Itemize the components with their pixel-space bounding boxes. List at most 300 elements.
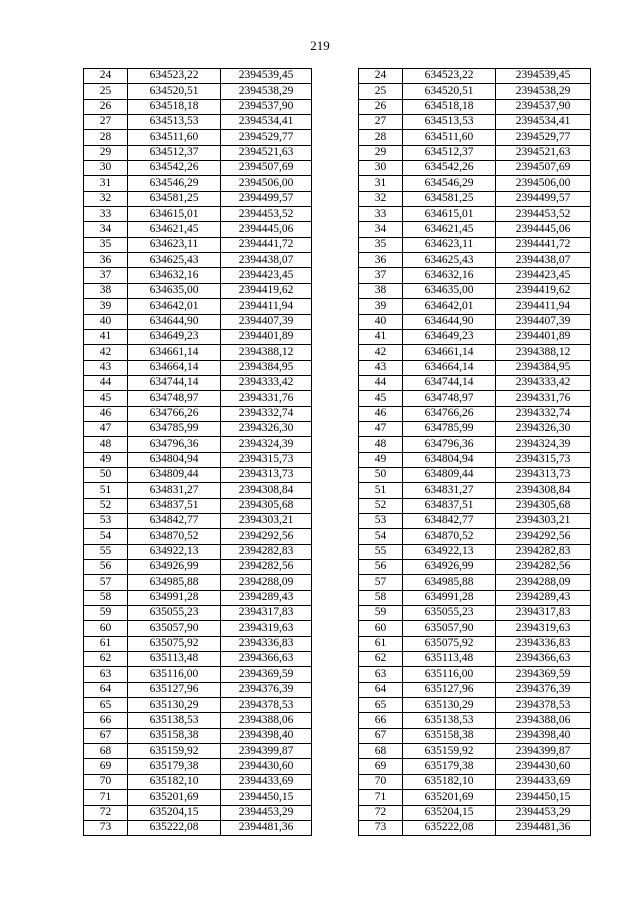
left-point-number-cell: 65: [84, 698, 128, 713]
right-point-number-cell: 31: [359, 176, 403, 191]
right-y-coordinate-cell: 2394324,39: [496, 437, 591, 452]
right-point-number-cell: 53: [359, 513, 403, 528]
right-x-coordinate-cell: 634809,44: [403, 467, 496, 482]
left-x-coordinate-cell: 634985,88: [128, 575, 221, 590]
left-y-coordinate-cell: 2394538,29: [221, 84, 312, 99]
right-y-coordinate-cell: 2394369,59: [496, 667, 591, 682]
column-gap: [312, 69, 359, 84]
table-row: [84, 636, 591, 651]
table-row: [84, 283, 591, 298]
right-y-coordinate-cell: 2394529,77: [496, 130, 591, 145]
right-point-number-cell: 61: [359, 636, 403, 651]
left-y-coordinate-cell: 2394282,56: [221, 560, 312, 575]
left-point-number-cell: 71: [84, 790, 128, 805]
left-y-coordinate-cell: 2394388,06: [221, 713, 312, 728]
left-y-coordinate-cell: 2394438,07: [221, 253, 312, 268]
right-x-coordinate-cell: 634635,00: [403, 283, 496, 298]
right-point-number-cell: 69: [359, 759, 403, 774]
left-y-coordinate-cell: 2394336,83: [221, 636, 312, 651]
left-x-coordinate-cell: 634744,14: [128, 375, 221, 390]
left-x-coordinate-cell: 634796,36: [128, 437, 221, 452]
left-point-number-cell: 38: [84, 283, 128, 298]
right-x-coordinate-cell: 634511,60: [403, 130, 496, 145]
left-point-number-cell: 25: [84, 84, 128, 99]
right-y-coordinate-cell: 2394419,62: [496, 283, 591, 298]
left-x-coordinate-cell: 634615,01: [128, 207, 221, 222]
right-y-coordinate-cell: 2394303,21: [496, 513, 591, 528]
right-point-number-cell: 56: [359, 560, 403, 575]
right-x-coordinate-cell: 635127,96: [403, 682, 496, 697]
right-y-coordinate-cell: 2394399,87: [496, 744, 591, 759]
left-y-coordinate-cell: 2394401,89: [221, 329, 312, 344]
right-x-coordinate-cell: 635138,53: [403, 713, 496, 728]
table-row: [84, 652, 591, 667]
right-point-number-cell: 54: [359, 529, 403, 544]
table-row: [84, 145, 591, 160]
left-point-number-cell: 57: [84, 575, 128, 590]
left-y-coordinate-cell: 2394288,09: [221, 575, 312, 590]
right-x-coordinate-cell: 634512,37: [403, 145, 496, 160]
left-point-number-cell: 29: [84, 145, 128, 160]
left-x-coordinate-cell: 634766,26: [128, 406, 221, 421]
left-x-coordinate-cell: 634512,37: [128, 145, 221, 160]
column-gap: [312, 744, 359, 759]
table-row: [84, 805, 591, 820]
right-point-number-cell: 46: [359, 406, 403, 421]
left-y-coordinate-cell: 2394423,45: [221, 268, 312, 283]
left-point-number-cell: 62: [84, 652, 128, 667]
column-gap: [312, 207, 359, 222]
right-y-coordinate-cell: 2394401,89: [496, 329, 591, 344]
column-gap: [312, 636, 359, 651]
left-point-number-cell: 69: [84, 759, 128, 774]
left-point-number-cell: 66: [84, 713, 128, 728]
column-gap: [312, 652, 359, 667]
column-gap: [312, 513, 359, 528]
right-x-coordinate-cell: 635057,90: [403, 621, 496, 636]
column-gap: [312, 560, 359, 575]
right-x-coordinate-cell: 635201,69: [403, 790, 496, 805]
left-y-coordinate-cell: 2394376,39: [221, 682, 312, 697]
left-point-number-cell: 28: [84, 130, 128, 145]
left-point-number-cell: 33: [84, 207, 128, 222]
column-gap: [312, 283, 359, 298]
column-gap: [312, 805, 359, 820]
right-y-coordinate-cell: 2394453,29: [496, 805, 591, 820]
right-y-coordinate-cell: 2394445,06: [496, 222, 591, 237]
column-gap: [312, 437, 359, 452]
left-x-coordinate-cell: 635158,38: [128, 728, 221, 743]
left-point-number-cell: 42: [84, 345, 128, 360]
right-x-coordinate-cell: 634542,26: [403, 161, 496, 176]
column-gap: [312, 713, 359, 728]
right-y-coordinate-cell: 2394534,41: [496, 115, 591, 130]
column-gap: [312, 575, 359, 590]
left-point-number-cell: 44: [84, 375, 128, 390]
left-x-coordinate-cell: 635204,15: [128, 805, 221, 820]
column-gap: [312, 483, 359, 498]
left-x-coordinate-cell: 634635,00: [128, 283, 221, 298]
right-y-coordinate-cell: 2394441,72: [496, 237, 591, 252]
right-point-number-cell: 59: [359, 606, 403, 621]
right-point-number-cell: 32: [359, 191, 403, 206]
left-x-coordinate-cell: 634625,43: [128, 253, 221, 268]
left-y-coordinate-cell: 2394453,29: [221, 805, 312, 820]
left-y-coordinate-cell: 2394282,83: [221, 544, 312, 559]
right-point-number-cell: 34: [359, 222, 403, 237]
right-point-number-cell: 40: [359, 314, 403, 329]
table-row: [84, 237, 591, 252]
left-x-coordinate-cell: 634511,60: [128, 130, 221, 145]
table-row: [84, 406, 591, 421]
left-y-coordinate-cell: 2394534,41: [221, 115, 312, 130]
right-point-number-cell: 51: [359, 483, 403, 498]
right-y-coordinate-cell: 2394292,56: [496, 529, 591, 544]
left-y-coordinate-cell: 2394499,57: [221, 191, 312, 206]
right-y-coordinate-cell: 2394539,45: [496, 69, 591, 84]
column-gap: [312, 790, 359, 805]
left-x-coordinate-cell: 634809,44: [128, 467, 221, 482]
left-x-coordinate-cell: 634842,77: [128, 513, 221, 528]
left-x-coordinate-cell: 634513,53: [128, 115, 221, 130]
left-x-coordinate-cell: 635057,90: [128, 621, 221, 636]
left-x-coordinate-cell: 634581,25: [128, 191, 221, 206]
left-x-coordinate-cell: 635138,53: [128, 713, 221, 728]
right-y-coordinate-cell: 2394384,95: [496, 360, 591, 375]
column-gap: [312, 421, 359, 436]
right-point-number-cell: 47: [359, 421, 403, 436]
column-gap: [312, 84, 359, 99]
left-y-coordinate-cell: 2394315,73: [221, 452, 312, 467]
column-gap: [312, 360, 359, 375]
right-y-coordinate-cell: 2394506,00: [496, 176, 591, 191]
right-point-number-cell: 24: [359, 69, 403, 84]
right-y-coordinate-cell: 2394521,63: [496, 145, 591, 160]
table-row: [84, 421, 591, 436]
right-x-coordinate-cell: 635179,38: [403, 759, 496, 774]
left-y-coordinate-cell: 2394369,59: [221, 667, 312, 682]
right-point-number-cell: 37: [359, 268, 403, 283]
left-x-coordinate-cell: 634523,22: [128, 69, 221, 84]
left-x-coordinate-cell: 634644,90: [128, 314, 221, 329]
column-gap: [312, 698, 359, 713]
right-point-number-cell: 71: [359, 790, 403, 805]
right-x-coordinate-cell: 634661,14: [403, 345, 496, 360]
right-x-coordinate-cell: 635075,92: [403, 636, 496, 651]
column-gap: [312, 391, 359, 406]
right-x-coordinate-cell: 634766,26: [403, 406, 496, 421]
left-point-number-cell: 67: [84, 728, 128, 743]
right-x-coordinate-cell: 635113,48: [403, 652, 496, 667]
right-x-coordinate-cell: 635116,00: [403, 667, 496, 682]
left-point-number-cell: 72: [84, 805, 128, 820]
column-gap: [312, 299, 359, 314]
right-x-coordinate-cell: 634991,28: [403, 590, 496, 605]
left-point-number-cell: 63: [84, 667, 128, 682]
column-gap: [312, 222, 359, 237]
right-point-number-cell: 68: [359, 744, 403, 759]
column-gap: [312, 375, 359, 390]
left-point-number-cell: 31: [84, 176, 128, 191]
right-y-coordinate-cell: 2394388,06: [496, 713, 591, 728]
column-gap: [312, 314, 359, 329]
left-y-coordinate-cell: 2394324,39: [221, 437, 312, 452]
left-y-coordinate-cell: 2394333,42: [221, 375, 312, 390]
right-x-coordinate-cell: 635182,10: [403, 774, 496, 789]
column-gap: [312, 498, 359, 513]
right-y-coordinate-cell: 2394366,63: [496, 652, 591, 667]
left-y-coordinate-cell: 2394407,39: [221, 314, 312, 329]
left-y-coordinate-cell: 2394326,30: [221, 421, 312, 436]
column-gap: [312, 406, 359, 421]
left-y-coordinate-cell: 2394398,40: [221, 728, 312, 743]
right-point-number-cell: 45: [359, 391, 403, 406]
table-row: [84, 314, 591, 329]
right-x-coordinate-cell: 634581,25: [403, 191, 496, 206]
table-row: [84, 682, 591, 697]
right-y-coordinate-cell: 2394282,56: [496, 560, 591, 575]
left-x-coordinate-cell: 634870,52: [128, 529, 221, 544]
table-row: [84, 99, 591, 114]
table-row: [84, 299, 591, 314]
right-point-number-cell: 35: [359, 237, 403, 252]
right-y-coordinate-cell: 2394332,74: [496, 406, 591, 421]
column-gap: [312, 682, 359, 697]
right-point-number-cell: 26: [359, 99, 403, 114]
left-point-number-cell: 56: [84, 560, 128, 575]
left-point-number-cell: 34: [84, 222, 128, 237]
right-x-coordinate-cell: 635159,92: [403, 744, 496, 759]
table-row: [84, 529, 591, 544]
left-point-number-cell: 70: [84, 774, 128, 789]
left-y-coordinate-cell: 2394450,15: [221, 790, 312, 805]
right-y-coordinate-cell: 2394388,12: [496, 345, 591, 360]
left-x-coordinate-cell: 634642,01: [128, 299, 221, 314]
left-x-coordinate-cell: 634664,14: [128, 360, 221, 375]
column-gap: [312, 345, 359, 360]
left-x-coordinate-cell: 635201,69: [128, 790, 221, 805]
right-point-number-cell: 38: [359, 283, 403, 298]
left-y-coordinate-cell: 2394411,94: [221, 299, 312, 314]
table-row: [84, 513, 591, 528]
left-x-coordinate-cell: 634926,99: [128, 560, 221, 575]
left-point-number-cell: 47: [84, 421, 128, 436]
column-gap: [312, 130, 359, 145]
coordinates-table-body: [84, 69, 591, 836]
table-row: [84, 207, 591, 222]
right-y-coordinate-cell: 2394430,60: [496, 759, 591, 774]
table-row: [84, 161, 591, 176]
table-row: [84, 268, 591, 283]
table-row: [84, 69, 591, 84]
left-y-coordinate-cell: 2394292,56: [221, 529, 312, 544]
column-gap: [312, 329, 359, 344]
left-point-number-cell: 46: [84, 406, 128, 421]
right-x-coordinate-cell: 634922,13: [403, 544, 496, 559]
right-y-coordinate-cell: 2394376,39: [496, 682, 591, 697]
left-y-coordinate-cell: 2394289,43: [221, 590, 312, 605]
left-x-coordinate-cell: 634520,51: [128, 84, 221, 99]
right-y-coordinate-cell: 2394331,76: [496, 391, 591, 406]
right-x-coordinate-cell: 634625,43: [403, 253, 496, 268]
left-x-coordinate-cell: 635222,08: [128, 820, 221, 835]
left-point-number-cell: 60: [84, 621, 128, 636]
right-x-coordinate-cell: 634518,18: [403, 99, 496, 114]
left-point-number-cell: 53: [84, 513, 128, 528]
column-gap: [312, 253, 359, 268]
left-y-coordinate-cell: 2394481,36: [221, 820, 312, 835]
right-y-coordinate-cell: 2394407,39: [496, 314, 591, 329]
table-row: [84, 590, 591, 605]
right-point-number-cell: 70: [359, 774, 403, 789]
column-gap: [312, 452, 359, 467]
right-x-coordinate-cell: 634513,53: [403, 115, 496, 130]
left-y-coordinate-cell: 2394303,21: [221, 513, 312, 528]
column-gap: [312, 467, 359, 482]
left-y-coordinate-cell: 2394366,63: [221, 652, 312, 667]
left-point-number-cell: 32: [84, 191, 128, 206]
right-x-coordinate-cell: 634546,29: [403, 176, 496, 191]
right-x-coordinate-cell: 634748,97: [403, 391, 496, 406]
right-x-coordinate-cell: 634621,45: [403, 222, 496, 237]
right-x-coordinate-cell: 635222,08: [403, 820, 496, 835]
right-point-number-cell: 52: [359, 498, 403, 513]
left-y-coordinate-cell: 2394430,60: [221, 759, 312, 774]
right-point-number-cell: 55: [359, 544, 403, 559]
page-number: 219: [310, 38, 330, 53]
table-row: [84, 345, 591, 360]
left-y-coordinate-cell: 2394331,76: [221, 391, 312, 406]
left-y-coordinate-cell: 2394308,84: [221, 483, 312, 498]
right-y-coordinate-cell: 2394537,90: [496, 99, 591, 114]
left-x-coordinate-cell: 634518,18: [128, 99, 221, 114]
right-x-coordinate-cell: 634644,90: [403, 314, 496, 329]
column-gap: [312, 176, 359, 191]
right-point-number-cell: 44: [359, 375, 403, 390]
left-point-number-cell: 43: [84, 360, 128, 375]
column-gap: [312, 606, 359, 621]
right-x-coordinate-cell: 634642,01: [403, 299, 496, 314]
column-gap: [312, 621, 359, 636]
left-point-number-cell: 45: [84, 391, 128, 406]
column-gap: [312, 115, 359, 130]
left-x-coordinate-cell: 635130,29: [128, 698, 221, 713]
table-row: [84, 744, 591, 759]
left-y-coordinate-cell: 2394378,53: [221, 698, 312, 713]
right-y-coordinate-cell: 2394289,43: [496, 590, 591, 605]
left-x-coordinate-cell: 635179,38: [128, 759, 221, 774]
table-row: [84, 728, 591, 743]
table-row: [84, 544, 591, 559]
table-row: [84, 820, 591, 835]
left-y-coordinate-cell: 2394419,62: [221, 283, 312, 298]
table-row: [84, 391, 591, 406]
coordinates-table: [83, 68, 591, 836]
column-gap: [312, 544, 359, 559]
column-gap: [312, 529, 359, 544]
left-y-coordinate-cell: 2394453,52: [221, 207, 312, 222]
left-point-number-cell: 39: [84, 299, 128, 314]
left-x-coordinate-cell: 635127,96: [128, 682, 221, 697]
table-row: [84, 483, 591, 498]
left-point-number-cell: 55: [84, 544, 128, 559]
right-x-coordinate-cell: 634804,94: [403, 452, 496, 467]
left-y-coordinate-cell: 2394313,73: [221, 467, 312, 482]
right-y-coordinate-cell: 2394398,40: [496, 728, 591, 743]
right-x-coordinate-cell: 634926,99: [403, 560, 496, 575]
column-gap: [312, 99, 359, 114]
column-gap: [312, 759, 359, 774]
column-gap: [312, 161, 359, 176]
column-gap: [312, 145, 359, 160]
table-row: [84, 560, 591, 575]
right-x-coordinate-cell: 635055,23: [403, 606, 496, 621]
left-x-coordinate-cell: 634804,94: [128, 452, 221, 467]
table-row: [84, 498, 591, 513]
left-point-number-cell: 52: [84, 498, 128, 513]
right-x-coordinate-cell: 635130,29: [403, 698, 496, 713]
table-row: [84, 222, 591, 237]
right-point-number-cell: 65: [359, 698, 403, 713]
table-row: [84, 774, 591, 789]
right-point-number-cell: 63: [359, 667, 403, 682]
right-x-coordinate-cell: 634649,23: [403, 329, 496, 344]
left-y-coordinate-cell: 2394319,63: [221, 621, 312, 636]
table-row: [84, 452, 591, 467]
table-row: [84, 790, 591, 805]
right-point-number-cell: 33: [359, 207, 403, 222]
table-row: [84, 759, 591, 774]
left-point-number-cell: 40: [84, 314, 128, 329]
right-point-number-cell: 30: [359, 161, 403, 176]
left-point-number-cell: 37: [84, 268, 128, 283]
right-point-number-cell: 27: [359, 115, 403, 130]
left-y-coordinate-cell: 2394433,69: [221, 774, 312, 789]
right-y-coordinate-cell: 2394305,68: [496, 498, 591, 513]
left-y-coordinate-cell: 2394317,83: [221, 606, 312, 621]
table-row: [84, 84, 591, 99]
right-point-number-cell: 57: [359, 575, 403, 590]
left-point-number-cell: 54: [84, 529, 128, 544]
left-x-coordinate-cell: 634661,14: [128, 345, 221, 360]
right-x-coordinate-cell: 634520,51: [403, 84, 496, 99]
table-row: [84, 713, 591, 728]
table-row: [84, 467, 591, 482]
left-x-coordinate-cell: 634922,13: [128, 544, 221, 559]
right-y-coordinate-cell: 2394336,83: [496, 636, 591, 651]
left-point-number-cell: 49: [84, 452, 128, 467]
table-row: [84, 329, 591, 344]
table-row: [84, 176, 591, 191]
table-row: [84, 606, 591, 621]
left-x-coordinate-cell: 634632,16: [128, 268, 221, 283]
left-y-coordinate-cell: 2394529,77: [221, 130, 312, 145]
left-point-number-cell: 61: [84, 636, 128, 651]
left-point-number-cell: 35: [84, 237, 128, 252]
left-x-coordinate-cell: 635055,23: [128, 606, 221, 621]
right-y-coordinate-cell: 2394313,73: [496, 467, 591, 482]
right-point-number-cell: 62: [359, 652, 403, 667]
right-y-coordinate-cell: 2394481,36: [496, 820, 591, 835]
right-point-number-cell: 39: [359, 299, 403, 314]
column-gap: [312, 590, 359, 605]
right-x-coordinate-cell: 635204,15: [403, 805, 496, 820]
table-row: [84, 575, 591, 590]
right-x-coordinate-cell: 634785,99: [403, 421, 496, 436]
right-point-number-cell: 50: [359, 467, 403, 482]
right-point-number-cell: 42: [359, 345, 403, 360]
left-x-coordinate-cell: 635159,92: [128, 744, 221, 759]
